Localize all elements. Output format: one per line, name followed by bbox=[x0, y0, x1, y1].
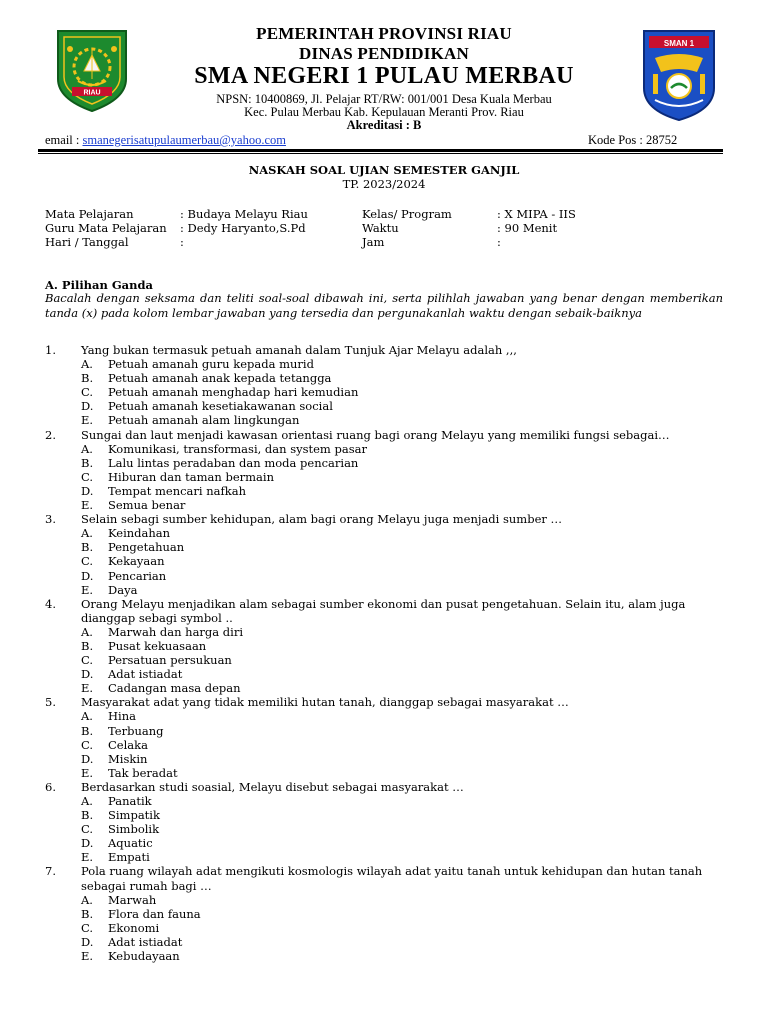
question-line bbox=[0, 864, 768, 878]
option-letter: C. bbox=[81, 822, 94, 837]
option-letter: B. bbox=[81, 638, 94, 653]
header-divider-thin bbox=[38, 153, 723, 154]
answer-option bbox=[0, 949, 768, 963]
option-text: Simbolik bbox=[108, 822, 160, 837]
question-number: 2. bbox=[45, 427, 56, 442]
government-name: PEMERINTAH PROVINSI RIAU bbox=[256, 24, 512, 43]
answer-option bbox=[0, 907, 768, 921]
answer-option bbox=[0, 456, 768, 470]
option-letter: D. bbox=[81, 836, 94, 851]
option-letter: D. bbox=[81, 667, 94, 682]
option-letter: E. bbox=[81, 765, 94, 780]
option-text: Pencarian bbox=[108, 568, 167, 583]
info-value-date: : bbox=[180, 235, 184, 249]
option-text: Panatik bbox=[108, 794, 152, 808]
option-text: Petuah amanah menghadap hari kemudian bbox=[108, 385, 359, 400]
option-text: Pusat kekuasaan bbox=[108, 638, 207, 653]
question-line bbox=[0, 343, 768, 357]
option-text: Marwah dan harga diri bbox=[108, 624, 244, 639]
question-text: dianggap sebagi symbol .. bbox=[81, 610, 233, 625]
answer-option bbox=[0, 583, 768, 597]
info-label-hour: Jam bbox=[362, 235, 385, 249]
info-value-subject: : Budaya Melayu Riau bbox=[180, 207, 308, 221]
option-text: Daya bbox=[108, 582, 138, 597]
option-text: Adat istiadat bbox=[108, 667, 183, 682]
option-text: Komunikasi, transformasi, dan system pasar bbox=[108, 441, 367, 456]
info-value-class: : X MIPA - IIS bbox=[497, 207, 576, 221]
info-value-teacher: : Dedy Haryanto,S.Pd bbox=[180, 221, 306, 235]
answer-option bbox=[0, 498, 768, 512]
answer-option bbox=[0, 526, 768, 540]
accreditation: Akreditasi : B bbox=[346, 118, 422, 132]
option-text: Hiburan dan taman bermain bbox=[108, 469, 274, 484]
question-text: Pola ruang wilayah adat mengikuti kosmologis wilayah adat yaitu tanah untuk kehidupan dan hutan tanah bbox=[81, 864, 703, 879]
answer-option bbox=[0, 357, 768, 371]
answer-option bbox=[0, 371, 768, 385]
school-address-line-1: NPSN: 10400869, Jl. Pelajar RT/RW: 001/001 Desa Kuala Merbau bbox=[216, 92, 552, 106]
question-number: 3. bbox=[45, 512, 56, 527]
answer-option bbox=[0, 413, 768, 427]
answer-option bbox=[0, 893, 768, 907]
option-letter: C. bbox=[81, 737, 94, 752]
department-name: DINAS PENDIDIKAN bbox=[299, 44, 469, 63]
question-number: 4. bbox=[45, 596, 56, 611]
option-text: Marwah bbox=[108, 892, 157, 907]
info-label-date: Hari / Tanggal bbox=[45, 235, 129, 249]
option-letter: E. bbox=[81, 949, 94, 964]
option-letter: E. bbox=[81, 498, 94, 513]
answer-option bbox=[0, 794, 768, 808]
option-letter: B. bbox=[81, 540, 94, 555]
option-text: Kekayaan bbox=[108, 554, 165, 569]
option-text: Semua benar bbox=[108, 498, 186, 513]
email-link[interactable]: smanegerisatupulaumerbau@yahoo.com bbox=[82, 133, 286, 147]
info-label-class: Kelas/ Program bbox=[362, 207, 452, 221]
option-letter: E. bbox=[81, 681, 94, 696]
option-letter: D. bbox=[81, 483, 94, 498]
question-line bbox=[0, 780, 768, 794]
option-letter: C. bbox=[81, 385, 94, 400]
answer-option bbox=[0, 738, 768, 752]
question-number: 1. bbox=[45, 343, 56, 357]
answer-option bbox=[0, 921, 768, 935]
question-line bbox=[0, 512, 768, 526]
option-letter: C. bbox=[81, 554, 94, 569]
option-letter: C. bbox=[81, 653, 94, 668]
option-text: Flora dan fauna bbox=[108, 906, 201, 921]
answer-option bbox=[0, 709, 768, 723]
option-letter: A. bbox=[81, 892, 93, 907]
answer-option bbox=[0, 639, 768, 653]
option-letter: A. bbox=[81, 794, 93, 808]
option-letter: C. bbox=[81, 469, 94, 484]
question-text: Masyarakat adat yang tidak memiliki hutan tanah, dianggap sebagai masyarakat … bbox=[81, 695, 569, 710]
option-letter: E. bbox=[81, 850, 94, 865]
answer-option bbox=[0, 766, 768, 780]
option-text: Cadangan masa depan bbox=[108, 681, 241, 696]
option-text: Lalu lintas peradaban dan moda pencarian bbox=[108, 455, 359, 470]
answer-option bbox=[0, 836, 768, 850]
answer-option bbox=[0, 484, 768, 498]
question-number: 7. bbox=[45, 864, 56, 879]
header-divider-thick bbox=[38, 149, 723, 152]
option-letter: D. bbox=[81, 399, 94, 414]
answer-option bbox=[0, 724, 768, 738]
option-letter: A. bbox=[81, 357, 93, 372]
option-text: Simpatik bbox=[108, 808, 160, 823]
option-text: Pengetahuan bbox=[108, 540, 185, 555]
option-letter: B. bbox=[81, 808, 94, 823]
option-text: Persatuan persukuan bbox=[108, 653, 232, 668]
answer-option bbox=[0, 399, 768, 413]
option-text: Petuah amanah anak kepada tetangga bbox=[108, 371, 332, 386]
option-text: Celaka bbox=[108, 737, 148, 752]
answer-option bbox=[0, 808, 768, 822]
question-text: sebagai rumah bagi … bbox=[81, 878, 212, 893]
school-name: SMA NEGERI 1 PULAU MERBAU bbox=[194, 63, 574, 89]
option-text: Keindahan bbox=[108, 526, 171, 541]
option-letter: C. bbox=[81, 920, 94, 935]
email-row bbox=[45, 133, 286, 148]
answer-option bbox=[0, 442, 768, 456]
section-title: A. Pilihan Ganda bbox=[45, 278, 153, 292]
option-text: Petuah amanah alam lingkungan bbox=[108, 413, 300, 428]
exam-title: NASKAH SOAL UJIAN SEMESTER GANJIL bbox=[248, 163, 520, 177]
info-label-teacher: Guru Mata Pelajaran bbox=[45, 221, 167, 235]
option-letter: E. bbox=[81, 413, 94, 428]
option-text: Adat istiadat bbox=[108, 934, 183, 949]
option-letter: B. bbox=[81, 906, 94, 921]
option-text: Tak beradat bbox=[108, 765, 178, 780]
info-label-subject: Mata Pelajaran bbox=[45, 207, 134, 221]
option-letter: D. bbox=[81, 751, 94, 766]
question-text: Selain sebagi sumber kehidupan, alam bagi orang Melayu juga menjadi sumber … bbox=[81, 512, 563, 527]
info-label-time: Waktu bbox=[362, 221, 399, 235]
option-letter: A. bbox=[81, 526, 93, 541]
answer-option bbox=[0, 540, 768, 554]
question-list bbox=[0, 343, 768, 963]
question-line bbox=[0, 879, 768, 893]
option-letter: A. bbox=[81, 624, 93, 639]
option-text: Hina bbox=[108, 709, 136, 724]
answer-option bbox=[0, 935, 768, 949]
question-line bbox=[0, 611, 768, 625]
option-letter: E. bbox=[81, 582, 94, 597]
question-text: Orang Melayu menjadikan alam sebagai sumber ekonomi dan pusat pengetahuan. Selain itu, alam juga bbox=[81, 596, 686, 611]
answer-option bbox=[0, 625, 768, 639]
info-value-time: : 90 Menit bbox=[497, 221, 558, 235]
option-text: Terbuang bbox=[108, 723, 164, 738]
option-letter: D. bbox=[81, 934, 94, 949]
svg-text:RIAU: RIAU bbox=[83, 89, 101, 97]
option-text: Ekonomi bbox=[108, 920, 160, 935]
question-text: Yang bukan termasuk petuah amanah dalam Tunjuk Ajar Melayu adalah ,,, bbox=[81, 343, 517, 357]
answer-option bbox=[0, 470, 768, 484]
option-letter: A. bbox=[81, 441, 93, 456]
svg-text:SMAN 1: SMAN 1 bbox=[663, 39, 695, 48]
option-letter: B. bbox=[81, 723, 94, 738]
answer-option bbox=[0, 752, 768, 766]
question-text: Berdasarkan studi soasial, Melayu disebut sebagai masyarakat … bbox=[81, 779, 464, 794]
answer-option bbox=[0, 667, 768, 681]
answer-option bbox=[0, 850, 768, 864]
option-text: Petuah amanah guru kepada murid bbox=[108, 357, 314, 372]
answer-option bbox=[0, 554, 768, 568]
option-text: Miskin bbox=[108, 751, 148, 766]
option-text: Petuah amanah kesetiakawanan social bbox=[108, 399, 333, 414]
question-number: 6. bbox=[45, 779, 56, 794]
academic-year: TP. 2023/2024 bbox=[342, 177, 426, 191]
option-text: Kebudayaan bbox=[108, 949, 180, 964]
question-number: 5. bbox=[45, 695, 56, 710]
option-letter: B. bbox=[81, 455, 94, 470]
question-line bbox=[0, 695, 768, 709]
option-text: Tempat mencari nafkah bbox=[108, 483, 246, 498]
answer-option bbox=[0, 569, 768, 583]
question-text: Sungai dan laut menjadi kawasan orientasi ruang bagi orang Melayu yang memiliki fungsi sebagai… bbox=[81, 427, 670, 442]
postal-code: Kode Pos : 28752 bbox=[588, 133, 678, 147]
question-line bbox=[0, 428, 768, 442]
option-letter: B. bbox=[81, 371, 94, 386]
answer-option bbox=[0, 822, 768, 836]
email-label: email : bbox=[45, 133, 83, 147]
answer-option bbox=[0, 653, 768, 667]
section-instructions: Bacalah dengan seksama dan teliti soal-soal dibawah ini, serta pilihlah jawaban yang benar dengan memberikan tanda (x) pada kolom lembar jawaban yang tersedia dan pergunakanlah waktu dengan sebaik-baiknya bbox=[45, 291, 723, 320]
answer-option bbox=[0, 385, 768, 399]
info-value-hour: : bbox=[497, 235, 501, 249]
school-address-line-2: Kec. Pulau Merbau Kab. Kepulauan Meranti Prov. Riau bbox=[244, 105, 524, 119]
option-text: Aquatic bbox=[108, 836, 153, 851]
question-line bbox=[0, 597, 768, 611]
option-text: Empati bbox=[108, 850, 150, 865]
option-letter: D. bbox=[81, 568, 94, 583]
answer-option bbox=[0, 681, 768, 695]
option-letter: A. bbox=[81, 709, 93, 724]
